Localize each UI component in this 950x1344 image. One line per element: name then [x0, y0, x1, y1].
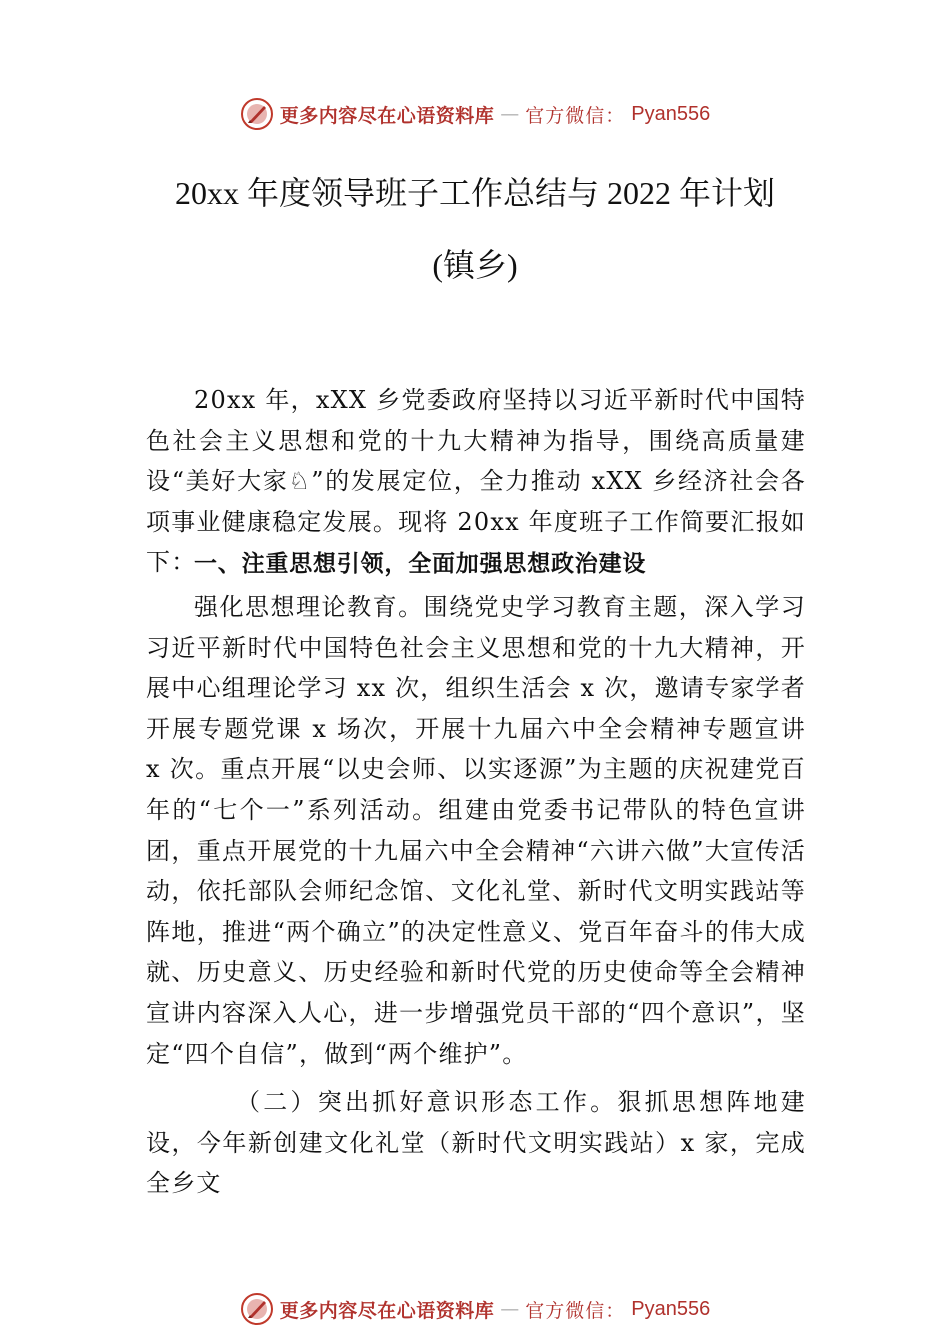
document-subtitle: (镇乡) [432, 247, 518, 283]
banner-slogan: 更多内容尽在心语资料库 [279, 1299, 495, 1322]
banner-wechat-id: Pyan556 [631, 102, 711, 125]
intro-paragraph: 20xx 年，xXX 乡党委政府坚持以习近平新时代中国特色社会主义思想和党的十九大精神为指导，围绕高质量建设“美好大家♘”的发展定位，全力推动 xXX 乡经济社会各项事业健康稳定发展。现将 20xx 年度班子工作简要汇报如下： [146, 386, 806, 577]
banner-dash: — [500, 1298, 520, 1320]
footer-banner [0, 1289, 950, 1329]
banner-wechat-id: Pyan556 [631, 1297, 711, 1320]
section2-paragraph: （二）突出抓好意识形态工作。狠抓思想阵地建设，今年新创建文化礼堂（新时代文明实践站）x 家，完成全乡文 [146, 1088, 806, 1198]
banner-wechat-label: 官方微信： [525, 1299, 626, 1322]
banner-dash: — [500, 103, 520, 125]
section-heading: 一、注重思想引领，全面加强思想政治建设 [194, 551, 647, 577]
document-title: 20xx 年度领导班子工作总结与 2022 年计划 [174, 175, 775, 211]
banner-slogan: 更多内容尽在心语资料库 [279, 104, 495, 127]
banner-wechat-label: 官方微信： [525, 104, 626, 127]
brand-logo-icon [240, 1292, 274, 1326]
section1-paragraph: 强化思想理论教育。围绕党史学习教育主题，深入学习习近平新时代中国特色社会主义思想和党的十九大精神，开展中心组理论学习 xx 次，组织生活会 x 次，邀请专家学者开展专题党课 x 场次，开展十九届六中全会精神专题宣讲 x 次。重点开展“以史会师、以实逐源”为主题的庆祝建党百年的“七个一”系列活动。组建由党委书记带队的特色宣讲团，重点开展党的十九届六中全会精神“六讲六做”大宣传活动，依托部队会师纪念馆、文化礼堂、新时代文明实践站等阵地，推进“两个确立”的决定性意义、党百年奋斗的伟大成就、历史意义、历史经验和新时代党的历史使命等全会精神宣讲内容深入人心，进一步增强党员干部的“四个意识”，坚定“四个自信”，做到“两个维护”。 [146, 593, 806, 1068]
header-banner [0, 94, 950, 134]
brand-logo-icon [240, 97, 274, 131]
